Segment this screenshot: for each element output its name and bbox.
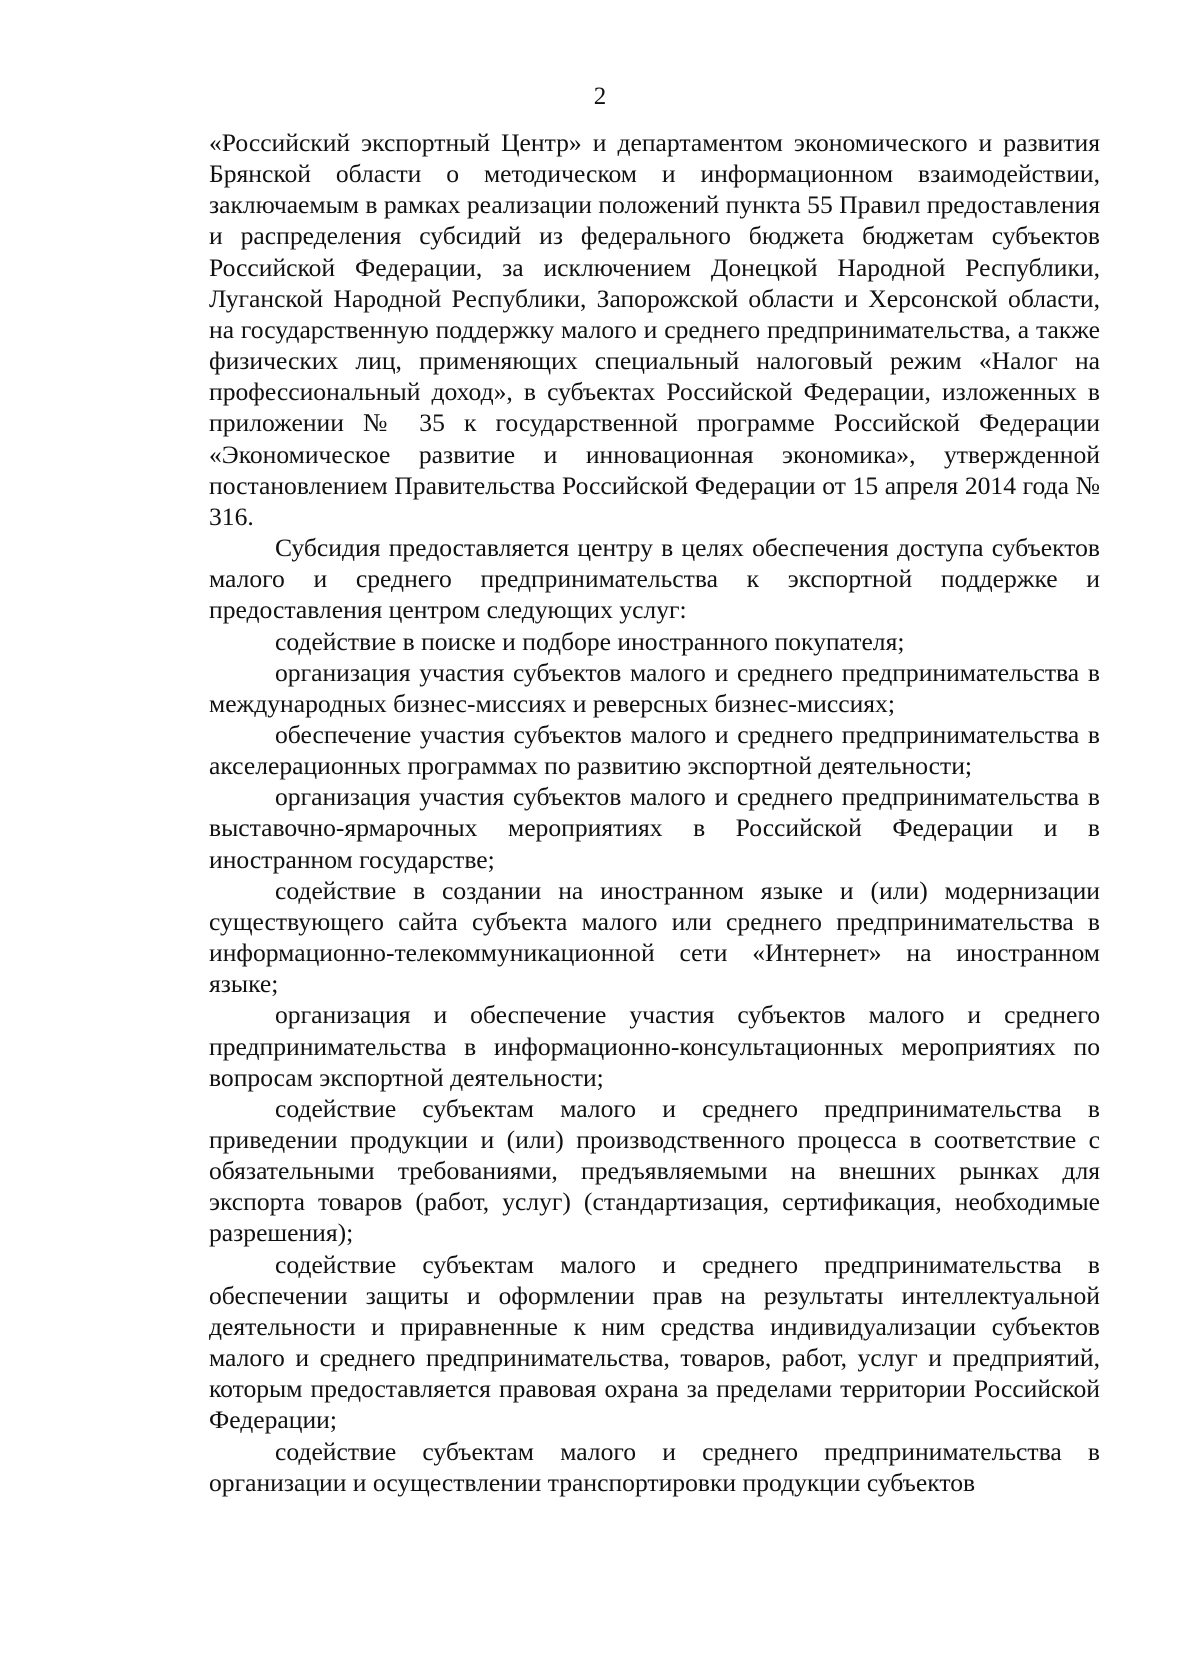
page-number: 2: [593, 83, 607, 110]
service-item: организация участия субъектов малого и среднего предпринимательства в международных бизнес-миссиях и реверсных бизнес-миссиях;: [209, 657, 1100, 718]
service-item: организация участия субъектов малого и среднего предпринимательства в выставочно-ярмарочных мероприятиях в Российской Федерации и в иностранном государстве;: [209, 782, 1100, 874]
service-item: содействие субъектам малого и среднего предпринимательства в обеспечении защиты и оформлении прав на результаты интеллектуальной деятельности и приравненные к ним средства индивидуализации субъектов малого и среднего предпринимательства, товаров, работ, услуг и предприятий, которым предоставляется правовая охрана за пределами территории Российской Федерации;: [209, 1249, 1100, 1435]
paragraph-intro: «Российский экспортный Центр» и департаментом экономического и развития Брянской области о методическом и информационном взаимодействии, заключаемым в рамках реализации положений пункта 55 Правил предоставления и распределения субсидий из федерального бюджета бюджетам субъектов Российской Федерации, за исключением Донецкой Народной Республики, Луганской Народной Республики, Запорожской области и Херсонской области, на государственную поддержку малого и среднего предпринимательства, а также физических лиц, применяющих специальный налоговый режим «Налог на профессиональный доход», в субъектах Российской Федерации, изложенных в приложении № 35 к государственной программе Российской Федерации «Экономическое развитие и инновационная экономика», утвержденной постановлением Правительства Российской Федерации от 15 апреля 2014 года № 316.: [209, 128, 1100, 531]
service-item: организация и обеспечение участия субъектов малого и среднего предпринимательства в информационно-консультационных мероприятиях по вопросам экспортной деятельности;: [209, 1000, 1100, 1092]
service-item: содействие в поиске и подборе иностранного покупателя;: [275, 626, 905, 656]
service-item: содействие в создании на иностранном языке и (или) модернизации существующего сайта субъекта малого или среднего предпринимательства в информационно-телекоммуникационной сети «Интернет» на иностранном языке;: [209, 875, 1100, 999]
document-body: [209, 127, 1100, 1498]
service-item: содействие субъектам малого и среднего предпринимательства в приведении продукции и (или) производственного процесса в соответствие с обязательными требованиями, предъявляемыми на внешних рынках для экспорта товаров (работ, услуг) (стандартизация, сертификация, необходимые разрешения);: [209, 1093, 1100, 1248]
service-item: обеспечение участия субъектов малого и среднего предпринимательства в акселерационных программах по развитию экспортной деятельности;: [209, 719, 1100, 781]
paragraph-subsidy-purpose: Субсидия предоставляется центру в целях обеспечения доступа субъектов малого и среднего предпринимательства к экспортной поддержке и предоставления центром следующих услуг:: [209, 533, 1100, 625]
service-item: содействие субъектам малого и среднего предпринимательства в организации и осуществлении транспортировки продукции субъектов: [209, 1436, 1100, 1497]
